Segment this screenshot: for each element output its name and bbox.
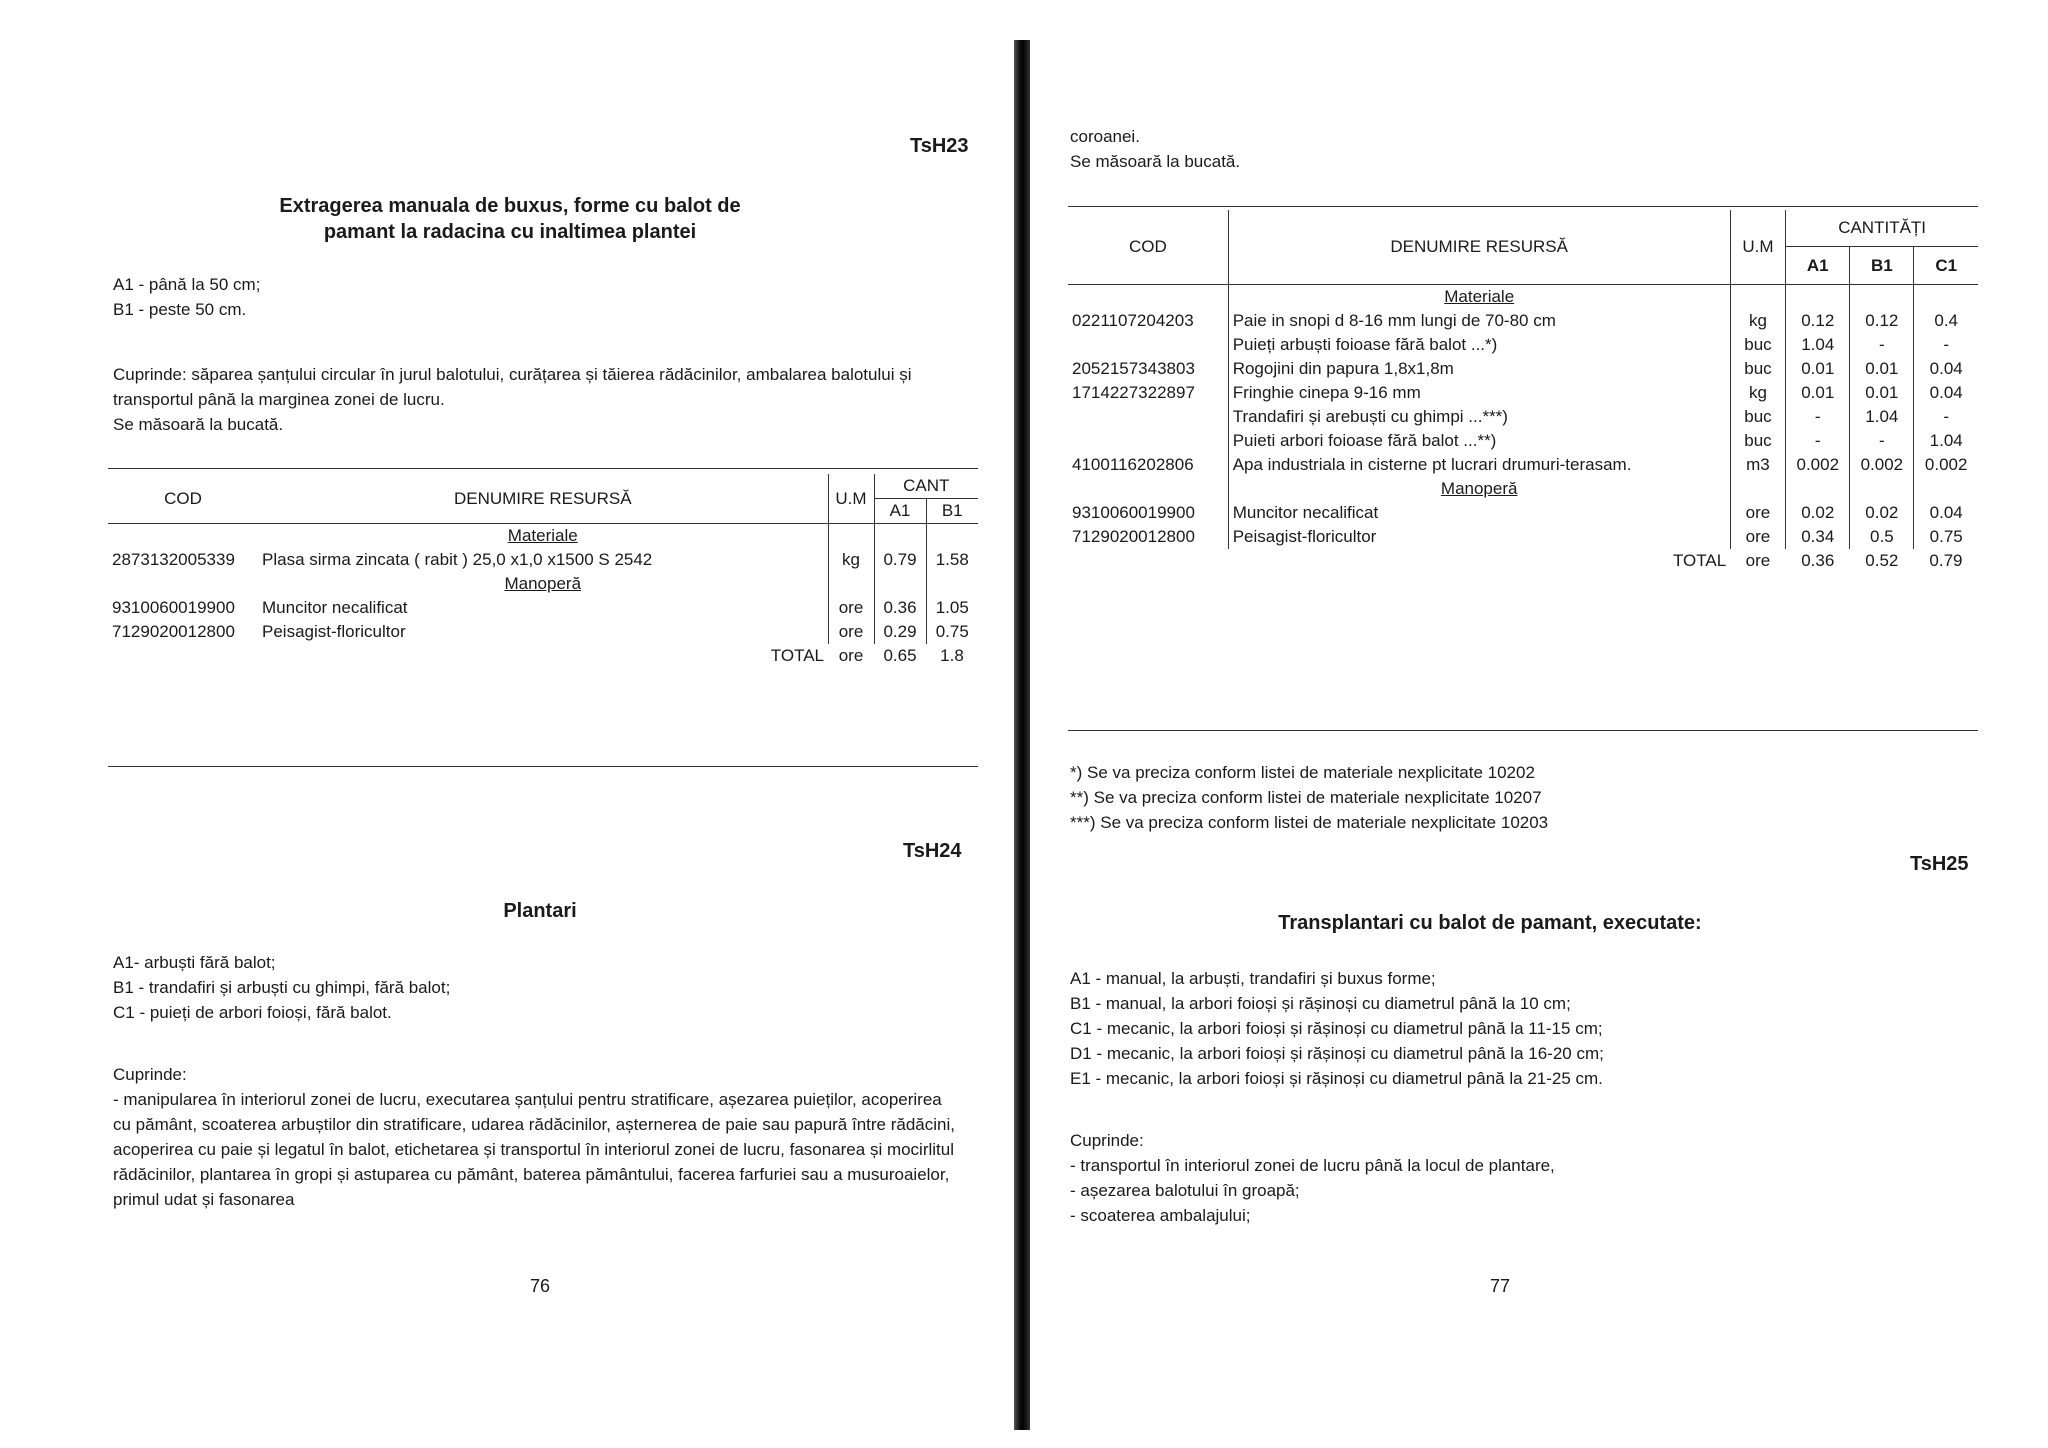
title-line-2: pamant la radacina cu inaltimea plantei [323, 221, 697, 243]
cell-name: Peisagist-floricultor [1228, 525, 1730, 549]
total-um: ore [838, 646, 864, 665]
header-b1: B1 [926, 499, 978, 524]
cell-b1: 0.75 [926, 620, 978, 644]
cell-cod [1068, 429, 1228, 453]
section-label: Manoperă [1228, 477, 1730, 501]
cell-um: buc [1730, 357, 1786, 381]
cell-b1: - [1850, 429, 1914, 453]
cell-b1: 1.05 [926, 596, 978, 620]
cell-a1: 0.34 [1786, 525, 1850, 549]
description-tsh25 [1070, 1128, 1830, 1228]
header-cant: CANT [874, 474, 978, 499]
cell-b1: 0.002 [1850, 453, 1914, 477]
continuation-text [1070, 124, 1570, 174]
cell-cod: 2052157343803 [1072, 359, 1195, 378]
cell-um: ore [1730, 525, 1786, 549]
total-b1: 0.52 [1865, 551, 1899, 570]
cell-cod: 2873132005339 [112, 550, 235, 569]
cell-cod: 9310060019900 [1072, 503, 1195, 522]
cell-name: Fringhie cinepa 9-16 mm [1228, 381, 1730, 405]
variant-b1: B1 - peste 50 cm. [113, 300, 247, 319]
page-number-right: 77 [1490, 1276, 1511, 1296]
section-code-tsh25: TsH25 [1910, 853, 1969, 875]
total-label: TOTAL [770, 646, 824, 665]
cell-b1: 1.04 [1850, 405, 1914, 429]
cell-b1: 0.5 [1850, 525, 1914, 549]
footnotes [1070, 760, 1770, 835]
book-spine [1014, 40, 1030, 1430]
header-um: U.M [828, 474, 874, 524]
cell-a1: 0.01 [1786, 357, 1850, 381]
variant-d1: D1 - mecanic, la arbori foioși și rășinoși cu diametrul până la 16-20 cm; [1070, 1044, 1604, 1063]
cell-c1: 0.04 [1914, 381, 1978, 405]
cell-cod [1068, 333, 1228, 357]
cell-cod: 0221107204203 [1072, 311, 1194, 330]
table-bottom-rule [1068, 730, 1978, 731]
cell-b1: 1.58 [926, 548, 978, 572]
cell-um: kg [1730, 309, 1786, 333]
description-tsh24 [113, 1062, 963, 1212]
cell-a1: 1.04 [1786, 333, 1850, 357]
table-row [1068, 309, 1978, 333]
cell-um: buc [1730, 429, 1786, 453]
header-cod: COD [1068, 210, 1228, 285]
cell-cod: 1714227322897 [1072, 383, 1195, 402]
total-label: TOTAL [1672, 551, 1727, 570]
total-c1: 0.79 [1929, 551, 1963, 570]
includes-label: Cuprinde: [113, 1065, 187, 1084]
variant-e1: E1 - mecanic, la arbori foioși și rășinoși cu diametrul până la 21-25 cm. [1070, 1069, 1603, 1088]
cell-um: ore [1730, 501, 1786, 525]
header-c1: C1 [1914, 247, 1978, 285]
variant-c1: C1 - puieți de arbori foioși, fără balot. [113, 1003, 392, 1022]
includes-text: Cuprinde: săparea șanțului circular în jurul balotului, curățarea și tăierea rădăcinilor, ambalarea balotului și transportul până la marginea zonei de lucru. [113, 365, 912, 409]
right-page [1030, 0, 2048, 1448]
cell-um: ore [828, 596, 874, 620]
section-title-tsh25: Transplantari cu balot de pamant, executate: [1278, 912, 1702, 934]
section-code-tsh23: TsH23 [910, 135, 969, 157]
table-top-rule [108, 468, 978, 469]
cell-um: kg [828, 548, 874, 572]
cell-cod: 4100116202806 [1072, 455, 1194, 474]
includes-label: Cuprinde: [1070, 1131, 1144, 1150]
cell-b1: 0.12 [1850, 309, 1914, 333]
continuation-line-2: Se măsoară la bucată. [1070, 152, 1241, 171]
cell-c1: 0.04 [1914, 501, 1978, 525]
cell-c1: - [1914, 405, 1978, 429]
cell-a1: 0.12 [1786, 309, 1850, 333]
section-code-tsh24: TsH24 [903, 840, 962, 862]
cell-a1: 0.79 [874, 548, 926, 572]
cell-c1: 0.002 [1914, 453, 1978, 477]
includes-item-3: - scoaterea ambalajului; [1070, 1206, 1251, 1225]
cell-c1: - [1914, 333, 1978, 357]
table-row [1068, 357, 1978, 381]
resource-table-tsh23 [108, 474, 978, 668]
cell-um: m3 [1730, 453, 1786, 477]
total-b1: 1.8 [940, 646, 964, 665]
cell-name: Apa industriala in cisterne pt lucrari drumuri-terasam. [1228, 453, 1730, 477]
title-line-1: Extragerea manuala de buxus, forme cu balot de [279, 195, 741, 217]
cell-name: Peisagist-floricultor [262, 622, 406, 641]
footnote-2: **) Se va preciza conform listei de materiale nexplicitate 10207 [1070, 788, 1542, 807]
cell-cod: 7129020012800 [112, 622, 235, 641]
cell-name: Muncitor necalificat [1228, 501, 1730, 525]
left-page [0, 0, 1015, 1448]
section-label: Manoperă [504, 574, 582, 593]
variant-a1: A1- arbuști fără balot; [113, 953, 276, 972]
table-row [1068, 333, 1978, 357]
header-name: DENUMIRE RESURSĂ [258, 474, 828, 524]
section-row-labor [1068, 477, 1978, 501]
cell-name: Plasa sirma zincata ( rabit ) 25,0 x1,0 x1500 S 2542 [262, 550, 653, 569]
table-top-rule [1068, 206, 1978, 207]
header-cod: COD [108, 474, 258, 524]
variant-a1: A1 - manual, la arbuști, trandafiri și buxus forme; [1070, 969, 1436, 988]
table-row [108, 596, 978, 620]
labor-rows [1068, 501, 1978, 549]
cell-a1: 0.02 [1786, 501, 1850, 525]
section-label: Materiale [507, 526, 578, 545]
total-row [108, 644, 978, 668]
cell-a1: 0.36 [874, 596, 926, 620]
variant-a1: A1 - până la 50 cm; [113, 275, 261, 294]
cell-um: buc [1730, 333, 1786, 357]
section-title-tsh23 [180, 193, 840, 245]
table-header [1068, 210, 1978, 247]
header-cant: CANTITĂȚI [1786, 210, 1978, 247]
cell-a1: - [1786, 405, 1850, 429]
footnote-1: *) Se va preciza conform listei de materiale nexplicitate 10202 [1070, 763, 1535, 782]
cell-c1: 0.4 [1914, 309, 1978, 333]
includes-text: - manipularea în interiorul zonei de lucru, executarea șanțului pentru stratificare, așezarea puieților, acoperirea cu pământ, scoaterea arbuștilor din stratificare, udarea rădăcinilor, așternerea de paie sau papură între rădăcini, acoperirea cu paie și legatul în balot, etichetarea și transportul în interiorul zonei de lucru, fasonarea și mocirlitul rădăcinilor, plantarea în gropi și astuparea cu pământ, baterea pământului, facerea farfuriei sau a musuroaielor, primul udat și fasonarea [113, 1090, 955, 1209]
total-row [1068, 549, 1978, 573]
variant-b1: B1 - trandafiri și arbuști cu ghimpi, fără balot; [113, 978, 451, 997]
section-row-materials [1068, 285, 1978, 310]
cell-name: Trandafiri și arebuști cu ghimpi ...***) [1228, 405, 1730, 429]
cell-a1: 0.002 [1786, 453, 1850, 477]
cell-b1: 0.01 [1850, 381, 1914, 405]
cell-name: Rogojini din papura 1,8x1,8m [1228, 357, 1730, 381]
cell-a1: - [1786, 429, 1850, 453]
cell-cod: 9310060019900 [112, 598, 235, 617]
cell-c1: 0.04 [1914, 357, 1978, 381]
variants-tsh24 [113, 950, 933, 1025]
cell-b1: 0.02 [1850, 501, 1914, 525]
page-number-left: 76 [530, 1276, 551, 1296]
materials-rows [1068, 309, 1978, 477]
table-row [108, 548, 978, 572]
table-row [1068, 525, 1978, 549]
variant-c1: C1 - mecanic, la arbori foioși și rășinoși cu diametrul până la 11-15 cm; [1070, 1019, 1603, 1038]
header-um: U.M [1730, 210, 1786, 285]
total-a1: 0.65 [883, 646, 917, 665]
table-row [1068, 405, 1978, 429]
header-name: DENUMIRE RESURSĂ [1228, 210, 1730, 285]
variant-b1: B1 - manual, la arbori foioși și rășinoși cu diametrul până la 10 cm; [1070, 994, 1571, 1013]
header-a1: A1 [874, 499, 926, 524]
cell-name: Paie in snopi d 8-16 mm lungi de 70-80 cm [1228, 309, 1730, 333]
measure-text: Se măsoară la bucată. [113, 415, 284, 434]
cell-a1: 0.01 [1786, 381, 1850, 405]
continuation-line-1: coroanei. [1070, 127, 1140, 146]
cell-um: kg [1730, 381, 1786, 405]
table-row [1068, 453, 1978, 477]
cell-name: Puieți arbuști foioase fără balot ...*) [1228, 333, 1730, 357]
table-row [1068, 429, 1978, 453]
table-row [1068, 381, 1978, 405]
header-b1: B1 [1850, 247, 1914, 285]
cell-b1: - [1850, 333, 1914, 357]
header-a1: A1 [1786, 247, 1850, 285]
cell-cod [1068, 405, 1228, 429]
table-row [108, 620, 978, 644]
table-row [1068, 501, 1978, 525]
cell-c1: 0.75 [1914, 525, 1978, 549]
cell-cod: 7129020012800 [1072, 527, 1195, 546]
cell-name: Puieti arbori foioase fără balot ...**) [1228, 429, 1730, 453]
section-label: Materiale [1228, 285, 1730, 310]
includes-item-2: - așezarea balotului în groapă; [1070, 1181, 1300, 1200]
total-um: ore [1745, 551, 1771, 570]
includes-item-1: - transportul în interiorul zonei de lucru până la locul de plantare, [1070, 1156, 1555, 1175]
variants-tsh25 [1070, 966, 1830, 1091]
description-tsh23 [113, 362, 943, 437]
section-row-materials [108, 524, 978, 549]
variants-tsh23 [113, 272, 933, 322]
cell-name: Muncitor necalificat [262, 598, 408, 617]
total-a1: 0.36 [1801, 551, 1835, 570]
cell-c1: 1.04 [1914, 429, 1978, 453]
table-bottom-rule [108, 766, 978, 767]
section-row-labor [108, 572, 978, 596]
section-title-tsh24: Plantari [503, 900, 577, 922]
footnote-3: ***) Se va preciza conform listei de materiale nexplicitate 10203 [1070, 813, 1549, 832]
table-header [108, 474, 978, 499]
cell-um: ore [828, 620, 874, 644]
resource-table-tsh24 [1068, 210, 1978, 573]
cell-a1: 0.29 [874, 620, 926, 644]
cell-um: buc [1730, 405, 1786, 429]
cell-b1: 0.01 [1850, 357, 1914, 381]
